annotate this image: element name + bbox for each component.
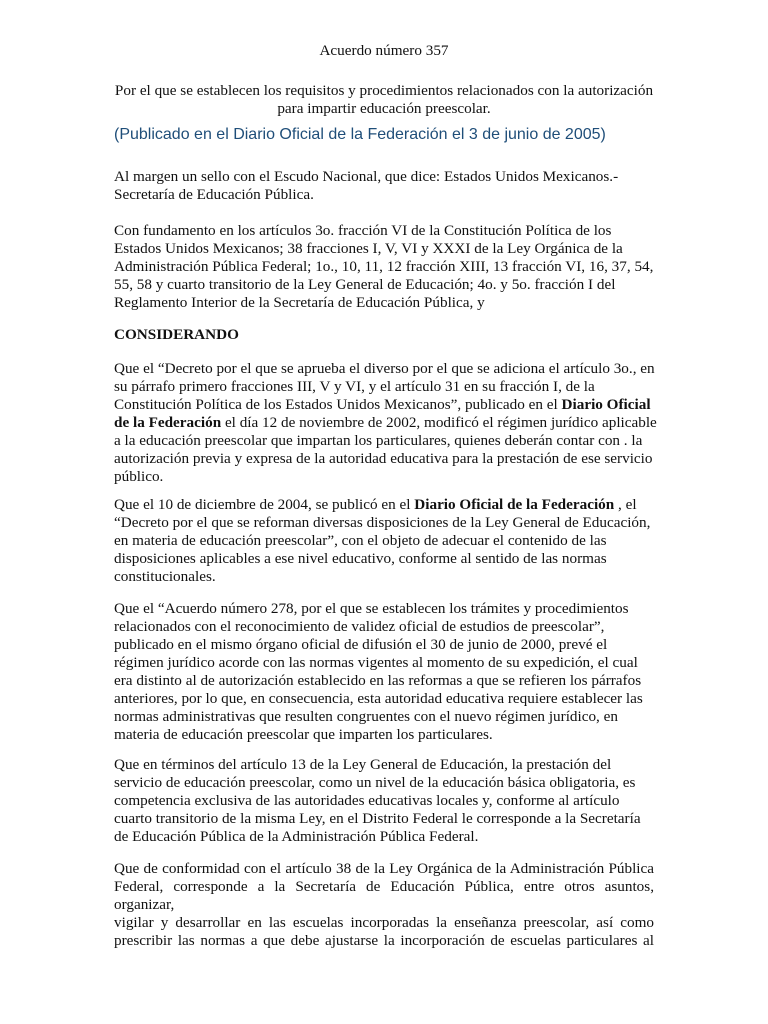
text-line: Secretaría de Educación Pública. [114,186,314,203]
text-line: normas administrativas que resulten congruentes con el nuevo régimen jurídico, en [114,708,618,725]
considerando-paragraph-1 [114,360,657,486]
text-line: disposiciones aplicables a ese nivel educativo, conforme al sentido de las normas [114,550,607,567]
considerando-paragraph-5 [114,860,654,950]
text-line: régimen jurídico acorde con las normas vigentes al momento de su expedición, el cual [114,654,638,671]
considerando-paragraph-3 [114,600,654,744]
text-line: vigilar y desarrollar en las escuelas incorporadas la enseñanza preescolar, así como [114,914,654,931]
text-run: Que el 10 de diciembre de 2004, se publicó en el [114,496,415,513]
document-subtitle [100,82,668,118]
bold-reference: de la Federación [114,414,222,431]
text-line: materia de educación preescolar que imparten los particulares. [114,726,493,743]
text-line: Con fundamento en los artículos 3o. fracción VI de la Constitución Política de los [114,222,612,239]
subtitle-line: para impartir educación preescolar. [277,100,491,117]
publication-note: (Publicado en el Diario Oficial de la Federación el 3 de junio de 2005) [114,126,606,143]
text-line: servicio de educación preescolar, como un nivel de la educación básica obligatoria, es [114,774,636,791]
text-line: en materia de educación preescolar”, con el objeto de adecuar el contenido de las [114,532,607,549]
text-line [114,496,654,514]
margin-seal-paragraph [114,168,654,204]
text-line: autorización previa y expresa de la autoridad educativa para la prestación de ese servicio [114,450,653,467]
bold-reference: Diario Oficial [561,396,651,413]
text-line: Que en términos del artículo 13 de la Ley General de Educación, la prestación del [114,756,612,773]
text-run: el día 12 de noviembre de 2002, modificó el régimen jurídico aplicable [221,414,657,431]
text-line: prescribir las normas a que debe ajustarse la incorporación de escuelas particulares al [114,932,654,949]
text-line: competencia exclusiva de las autoridades educativas locales y, conforme al artículo [114,792,620,809]
text-line: Federal, corresponde a la Secretaría de Educación Pública, entre otros asuntos, organizar, [114,878,654,913]
text-line: cuarto transitorio de la misma Ley, en el Distrito Federal le corresponde a la Secretaría [114,810,641,827]
document-title: Acuerdo número 357 [319,42,449,59]
text-run: , el [614,496,637,513]
considerando-paragraph-4 [114,756,654,846]
text-line: relacionados con el reconocimiento de validez oficial de estudios de preescolar”, [114,618,605,635]
text-line: a la educación preescolar que impartan los particulares, quienes deberán contar con . la [114,432,643,449]
text-line: 55, 58 y cuarto transitorio de la Ley General de Educación; 4o. y 5o. fracción I del [114,276,616,293]
text-line: Que el “Decreto por el que se aprueba el diverso por el que se adiciona el artículo 3o., en [114,360,655,377]
text-line: Al margen un sello con el Escudo Nacional, que dice: Estados Unidos Mexicanos.- [114,168,619,185]
text-line [114,396,654,414]
section-heading: CONSIDERANDO [114,326,239,343]
text-line: de Educación Pública de la Administración Pública Federal. [114,828,479,845]
bold-reference: Diario Oficial de la Federación [414,496,615,513]
text-line: “Decreto por el que se reforman diversas disposiciones de la Ley General de Educación, [114,514,651,531]
text-line: era distinto al de autorización establecido en las reformas a que se refieren los párrafos [114,672,642,689]
text-line: público. [114,468,164,485]
text-run: Constitución Política de los Estados Unidos Mexicanos”, publicado en el [114,396,562,413]
legal-basis-paragraph [114,222,654,312]
subtitle-line: Por el que se establecen los requisitos y procedimientos relacionados con la autorización [114,82,654,99]
text-line: Que el “Acuerdo número 278, por el que se establecen los trámites y procedimientos [114,600,629,617]
text-line: su párrafo primero fracciones III, V y VI, y el artículo 31 en su fracción I, de la [114,378,595,395]
considerando-paragraph-2 [114,496,654,586]
text-line [114,414,657,432]
text-line: Estados Unidos Mexicanos; 38 fracciones I, V, VI y XXXI de la Ley Orgánica de la [114,240,623,257]
text-line: Reglamento Interior de la Secretaría de Educación Pública, y [114,294,485,311]
text-line: constitucionales. [114,568,216,585]
text-line: Administración Pública Federal; 1o., 10, 11, 12 fracción XIII, 13 fracción VI, 16, 37, 54, [114,258,654,275]
text-line: anteriores, por lo que, en consecuencia, esta autoridad educativa requiere establecer las [114,690,643,707]
text-line: Que de conformidad con el artículo 38 de la Ley Orgánica de la Administración Pública [114,860,654,877]
text-line: publicado en el mismo órgano oficial de difusión el 30 de junio de 2000, prevé el [114,636,608,653]
